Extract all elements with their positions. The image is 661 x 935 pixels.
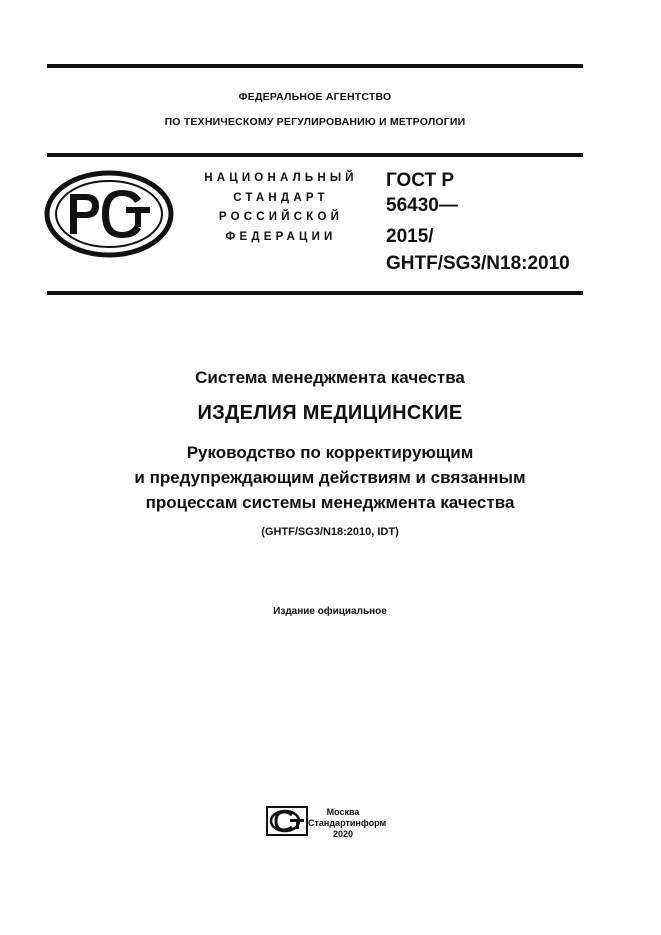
reference-designation: (GHTF/SG3/N18:2010, IDT) (261, 526, 399, 538)
top-rule (47, 64, 583, 68)
gost-line-3: 2015/ (386, 226, 434, 247)
agency-line-2: ПО ТЕХНИЧЕСКОМУ РЕГУЛИРОВАНИЮ И МЕТРОЛОГИИ (164, 116, 466, 128)
standartinform-logo-icon (266, 806, 308, 836)
gost-line-1: ГОСТ Р (386, 170, 455, 191)
national-line-3: РОССИЙСКОЙ (218, 211, 344, 223)
system-title: Система менеджмента качества (195, 368, 465, 387)
upper-middle-rule (47, 153, 583, 157)
publisher-city: Москва (326, 807, 360, 817)
national-line-1: НАЦИОНАЛЬНЫЙ (204, 172, 358, 184)
national-line-4: ФЕДЕРАЦИИ (225, 231, 337, 243)
subtitle-line-1: Руководство по корректирующим (186, 443, 474, 462)
lower-middle-rule (47, 291, 583, 295)
rst-certification-mark-icon (44, 170, 174, 258)
main-title: ИЗДЕЛИЯ МЕДИЦИНСКИЕ (197, 402, 463, 424)
national-line-2: СТАНДАРТ (233, 192, 329, 204)
gost-line-4: GHTF/SG3/N18:2010 (386, 253, 570, 274)
publisher-name: Стандартинформ (308, 818, 387, 828)
gost-line-2: 56430— (386, 195, 458, 216)
subtitle-line-3: процессам системы менеджмента качества (145, 493, 515, 512)
publisher-year: 2020 (332, 829, 354, 839)
agency-line-1: ФЕДЕРАЛЬНОЕ АГЕНТСТВО (238, 91, 392, 103)
subtitle-line-2: и предупреждающим действиям и связанным (134, 468, 526, 487)
edition-note: Издание официальное (273, 606, 387, 617)
